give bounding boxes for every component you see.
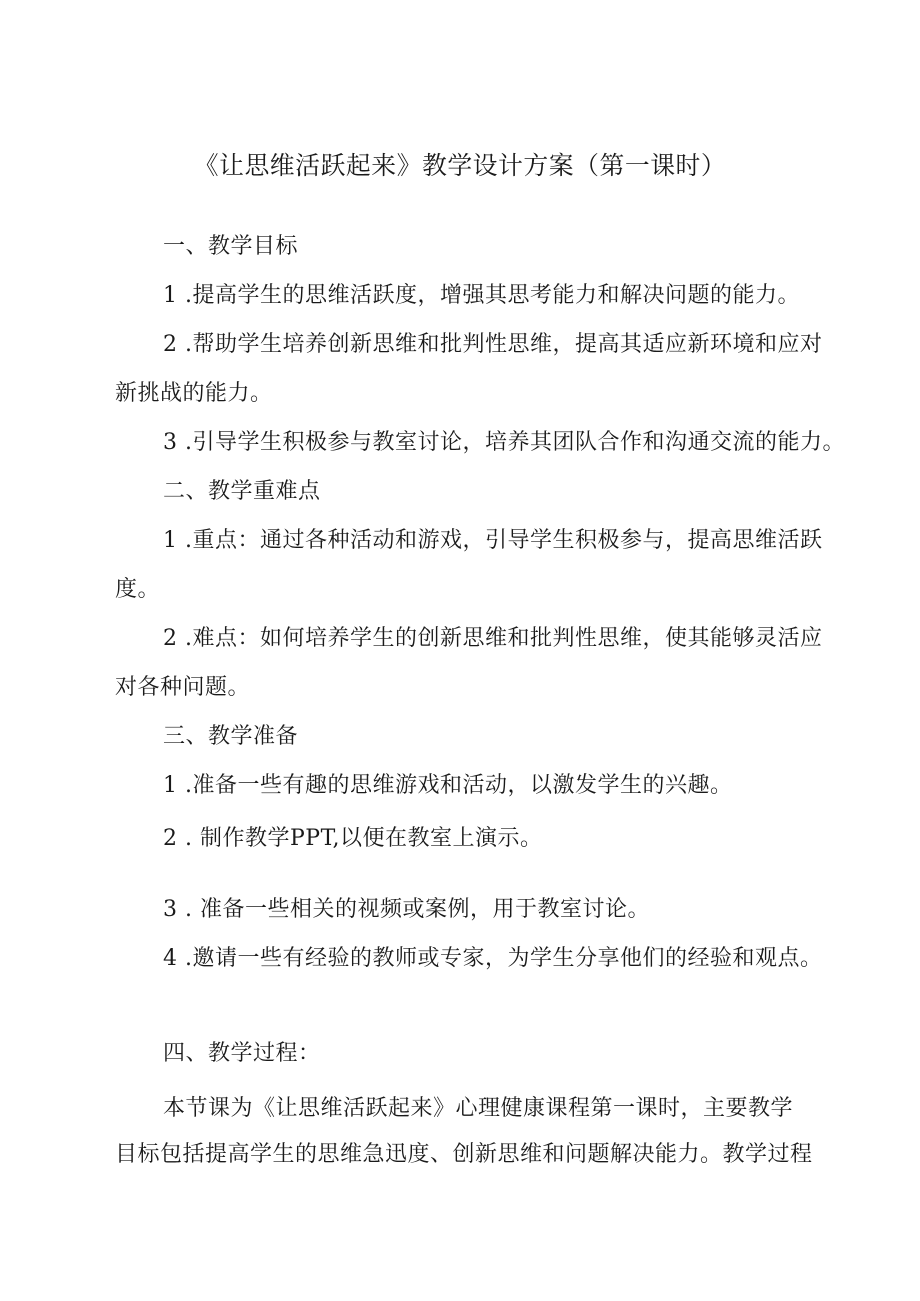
key-point-item-2: 2 .难点：如何培养学生的创新思维和批判性思维，使其能够灵活应	[163, 626, 823, 651]
objective-item-1: 1 .提高学生的思维活跃度，增强其思考能力和解决问题的能力。	[163, 283, 800, 308]
section-heading-key-points: 二、教学重难点	[163, 479, 321, 504]
objective-item-3: 3 .引导学生积极参与教室讨论，培养其团队合作和沟通交流的能力。	[163, 430, 845, 455]
preparation-item-1: 1 .准备一些有趣的思维游戏和活动，以激发学生的兴趣。	[163, 773, 733, 798]
section-heading-process: 四、教学过程：	[163, 1041, 321, 1066]
preparation-item-3: 3 . 准备一些相关的视频或案例，用于教室讨论。	[163, 897, 650, 922]
objective-item-2: 2 .帮助学生培养创新思维和批判性思维，提高其适应新环境和应对	[163, 332, 823, 357]
document-title: 《让思维活跃起来》教学设计方案（第一课时）	[193, 151, 727, 180]
key-point-item-1-continued: 度。	[115, 577, 161, 602]
preparation-item-2: 2 . 制作教学PPT,以便在教室上演示。	[163, 826, 543, 851]
section-heading-preparation: 三、教学准备	[163, 724, 299, 749]
process-paragraph-line-1: 本节课为《让思维活跃起来》心理健康课程第一课时，主要教学	[163, 1096, 794, 1121]
key-point-item-1: 1 .重点：通过各种活动和游戏，引导学生积极参与，提高思维活跃	[163, 528, 823, 553]
process-paragraph-line-2: 目标包括提高学生的思维急迅度、创新思维和问题解决能力。教学过程	[115, 1142, 813, 1167]
section-heading-objectives: 一、教学目标	[163, 234, 299, 259]
key-point-item-2-continued: 对各种问题。	[115, 675, 251, 700]
objective-item-2-continued: 新挑战的能力。	[115, 381, 273, 406]
preparation-item-4: 4 .邀请一些有经验的教师或专家，为学生分享他们的经验和观点。	[163, 946, 823, 971]
